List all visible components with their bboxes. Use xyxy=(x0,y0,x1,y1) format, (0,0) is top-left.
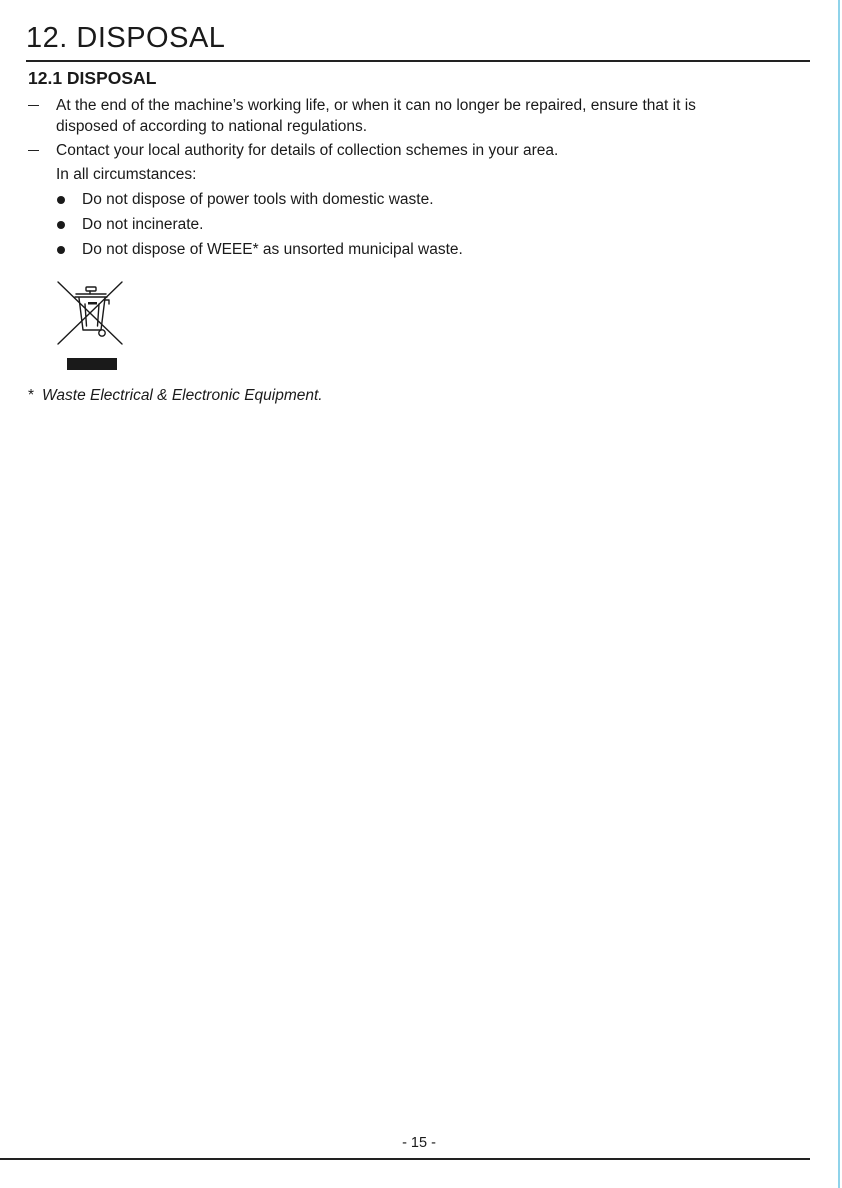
footnote xyxy=(28,386,323,406)
bullet-icon xyxy=(57,246,65,254)
dash-item-text xyxy=(56,140,816,161)
crossed-out-wheelie-bin-icon xyxy=(54,278,126,374)
subsection-title: 12.1 DISPOSAL xyxy=(28,68,157,88)
circumstances-intro: In all circumstances: xyxy=(56,166,197,183)
title-divider xyxy=(26,60,810,62)
list-item-text: Do not incinerate. xyxy=(82,216,204,233)
bullet-icon xyxy=(57,221,65,229)
dash-item-line: At the end of the machine’s working life, or when it can no longer be repaired, ensure that it is xyxy=(56,97,696,114)
list-item-text: Do not dispose of power tools with domestic waste. xyxy=(82,191,434,208)
dash-item-line: disposed of according to national regulations. xyxy=(56,118,368,135)
page-number: - 15 - xyxy=(402,1135,436,1151)
dash-item-text xyxy=(56,95,816,137)
bullet-icon xyxy=(57,196,65,204)
list-item-text: Do not dispose of WEEE* as unsorted municipal waste. xyxy=(82,241,463,258)
dash-item-line: Contact your local authority for details of collection schemes in your area. xyxy=(56,142,559,159)
section-title: 12. DISPOSAL xyxy=(26,22,226,54)
footnote-asterisk: * xyxy=(28,387,35,404)
page-edge-accent xyxy=(838,0,840,1188)
footer-divider xyxy=(0,1158,810,1160)
footnote-text: Waste Electrical & Electronic Equipment. xyxy=(42,387,323,404)
